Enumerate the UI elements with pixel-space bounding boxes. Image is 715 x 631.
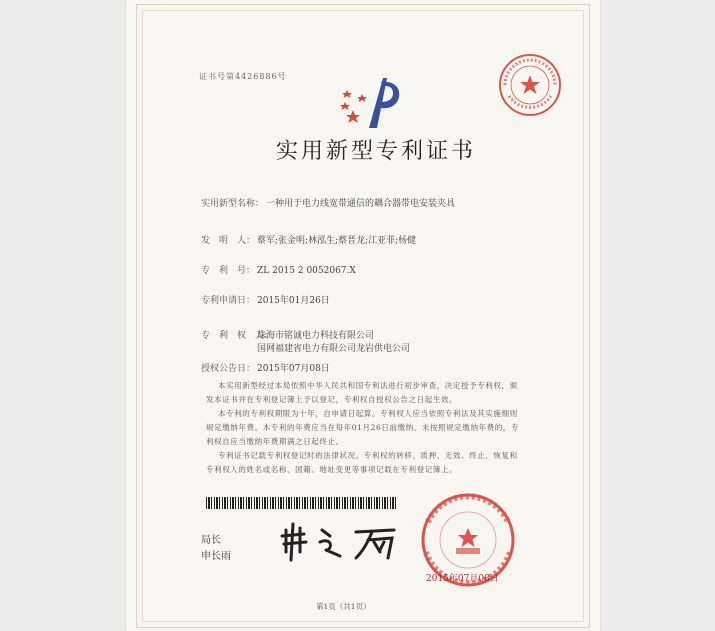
field-label-grant-date: 授权公告日： [201,364,256,374]
body-line: 利权自应当缴纳年费期满之日起终止。 [206,437,344,446]
certificate-sheet [126,0,600,631]
body-line: 本实用新型经过本局依照中华人民共和国专利法进行初步审查，决定授予专利权，颁 [218,381,518,390]
field-value-patentee-1: 珠海市铭诚电力科技有限公司 [257,331,375,341]
director-name: 申长雨 [201,551,231,562]
page-footer: 第1页（共1页） [316,602,371,611]
field-value-name: 一种用于电力线宽带通信的耦合器带电安装夹具 [266,199,456,209]
patent-office-stamp-icon [497,52,563,118]
field-value-grant-date: 2015年07月08日 [257,364,330,374]
field-label-inventors: 发 明 人： [201,236,256,246]
field-value-inventors: 蔡军;张金明;林泓生;蔡晋龙;江亚菲;杨健 [257,236,417,246]
field-label-patent-number: 专 利 号： [201,266,256,276]
barcode [206,497,398,509]
director-title: 局长 [201,535,221,546]
body-line: 专利权人的姓名或名称、国籍、地址变更等事项记载在专利登记簿上。 [206,465,458,474]
director-signature-icon [276,522,406,562]
field-label-filing-date: 专利申请日： [201,296,256,306]
body-line: 本专利的专利权期限为十年，自申请日起算。专利权人应当依照专利法及其实施细则 [218,409,518,418]
field-label-patentee: 专 利 权 人： [201,331,274,341]
field-value-filing-date: 2015年01月26日 [257,296,330,306]
body-line: 规定缴纳年费。本专利的年费应当在每年01月26日前缴纳。未按照规定缴纳年费的，专 [206,423,520,432]
certificate-number: 证书号第4426886号 [199,72,287,81]
field-label-name: 实用新型名称： [201,199,265,209]
sipo-logo-icon [331,72,411,132]
body-line: 发本证书并在专利登记簿上予以登记，专利权自授权公告之日起生效。 [206,395,458,404]
field-value-patentee-2: 国网福建省电力有限公司龙岩供电公司 [257,344,411,354]
page-title: 实用新型专利证书 [276,139,477,164]
issue-date: 2015年07月08日 [426,574,499,584]
body-line: 专利证书记载专利权登记时的法律状况。专利权的转移、质押、无效、终止、恢复和 [218,451,518,460]
field-value-patent-number: ZL 2015 2 0052067.X [257,266,356,276]
